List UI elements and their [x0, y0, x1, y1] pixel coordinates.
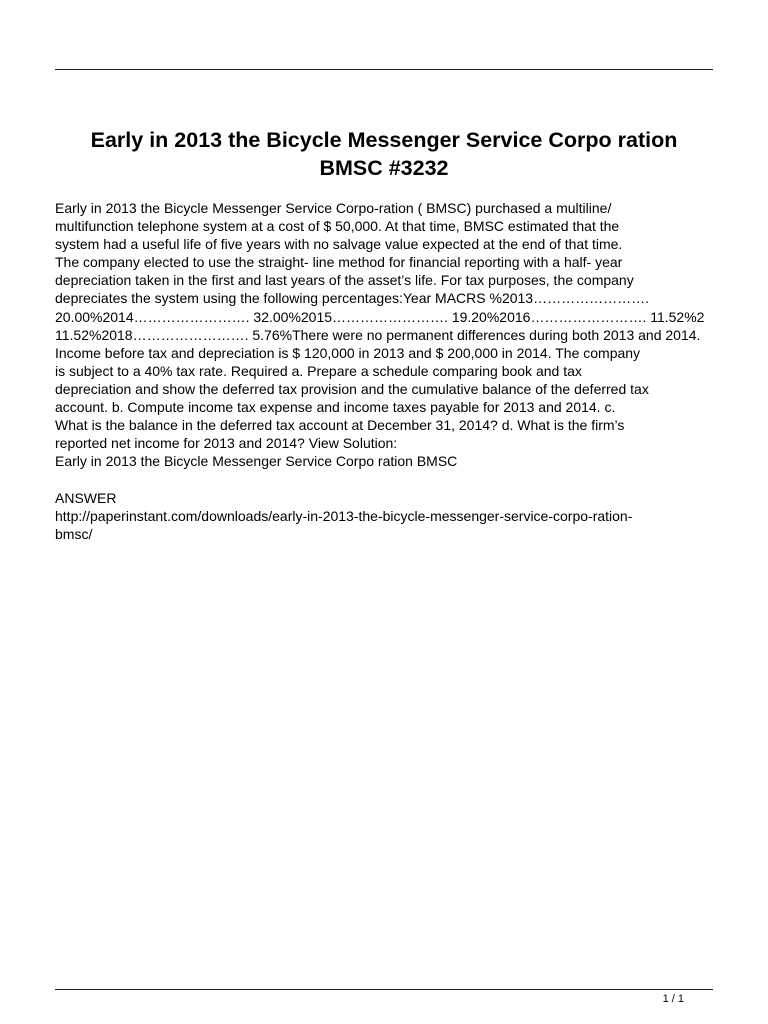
body-line: depreciation taken in the first and last years of the asset’s life. For tax purposes, the company — [55, 272, 634, 289]
body-line: What is the balance in the deferred tax account at December 31, 2014? d. What is the firm’s — [55, 417, 625, 434]
answer-link-line-2[interactable]: bmsc/ — [55, 525, 93, 542]
answer-label: ANSWER — [55, 489, 117, 506]
body-line: depreciates the system using the following percentages:Year MACRS %2013……………………. — [55, 290, 649, 307]
bottom-rule — [55, 989, 713, 990]
body-line: 20.00%2014……………………. 32.00%2015……………………. 19.20%2016……………………. 11.52%2 — [55, 308, 705, 325]
title-line-1: Early in 2013 the Bicycle Messenger Service Corpo ration — [90, 128, 678, 152]
body-line: reported net income for 2013 and 2014? View Solution: — [55, 435, 398, 452]
page-indicator: 1 / 1 — [662, 993, 684, 1005]
title-line-2: BMSC #3232 — [319, 156, 449, 180]
body-line: system had a useful life of five years with no salvage value expected at the end of that time. — [55, 236, 623, 253]
body-line: depreciation and show the deferred tax provision and the cumulative balance of the deferred tax — [55, 380, 649, 397]
body-line: 11.52%2018……………………. 5.76%There were no permanent differences during both 2013 and 2014. — [55, 326, 701, 343]
body-line: account. b. Compute income tax expense and income taxes payable for 2013 and 2014. c. — [55, 399, 616, 416]
paragraph-gap — [55, 470, 768, 488]
body-line: Early in 2013 the Bicycle Messenger Service Corpo-ration ( BMSC) purchased a multiline/ — [55, 200, 612, 216]
body-line: multifunction telephone system at a cost of $ 50,000. At that time, BMSC estimated that the — [55, 218, 620, 235]
answer-link-line-1[interactable]: http://paperinstant.com/downloads/early-in-2013-the-bicycle-messenger-service-corpo-ration- — [55, 507, 633, 524]
body-line: is subject to a 40% tax rate. Required a. Prepare a schedule comparing book and tax — [55, 362, 582, 379]
body-line: Early in 2013 the Bicycle Messenger Service Corpo ration BMSC — [55, 453, 458, 470]
document-body — [55, 199, 768, 543]
body-line: The company elected to use the straight- line method for financial reporting with a half- year — [55, 254, 623, 271]
body-line: Income before tax and depreciation is $ 120,000 in 2013 and $ 200,000 in 2014. The company — [55, 344, 641, 361]
document-title — [55, 126, 713, 182]
top-rule — [55, 69, 713, 70]
